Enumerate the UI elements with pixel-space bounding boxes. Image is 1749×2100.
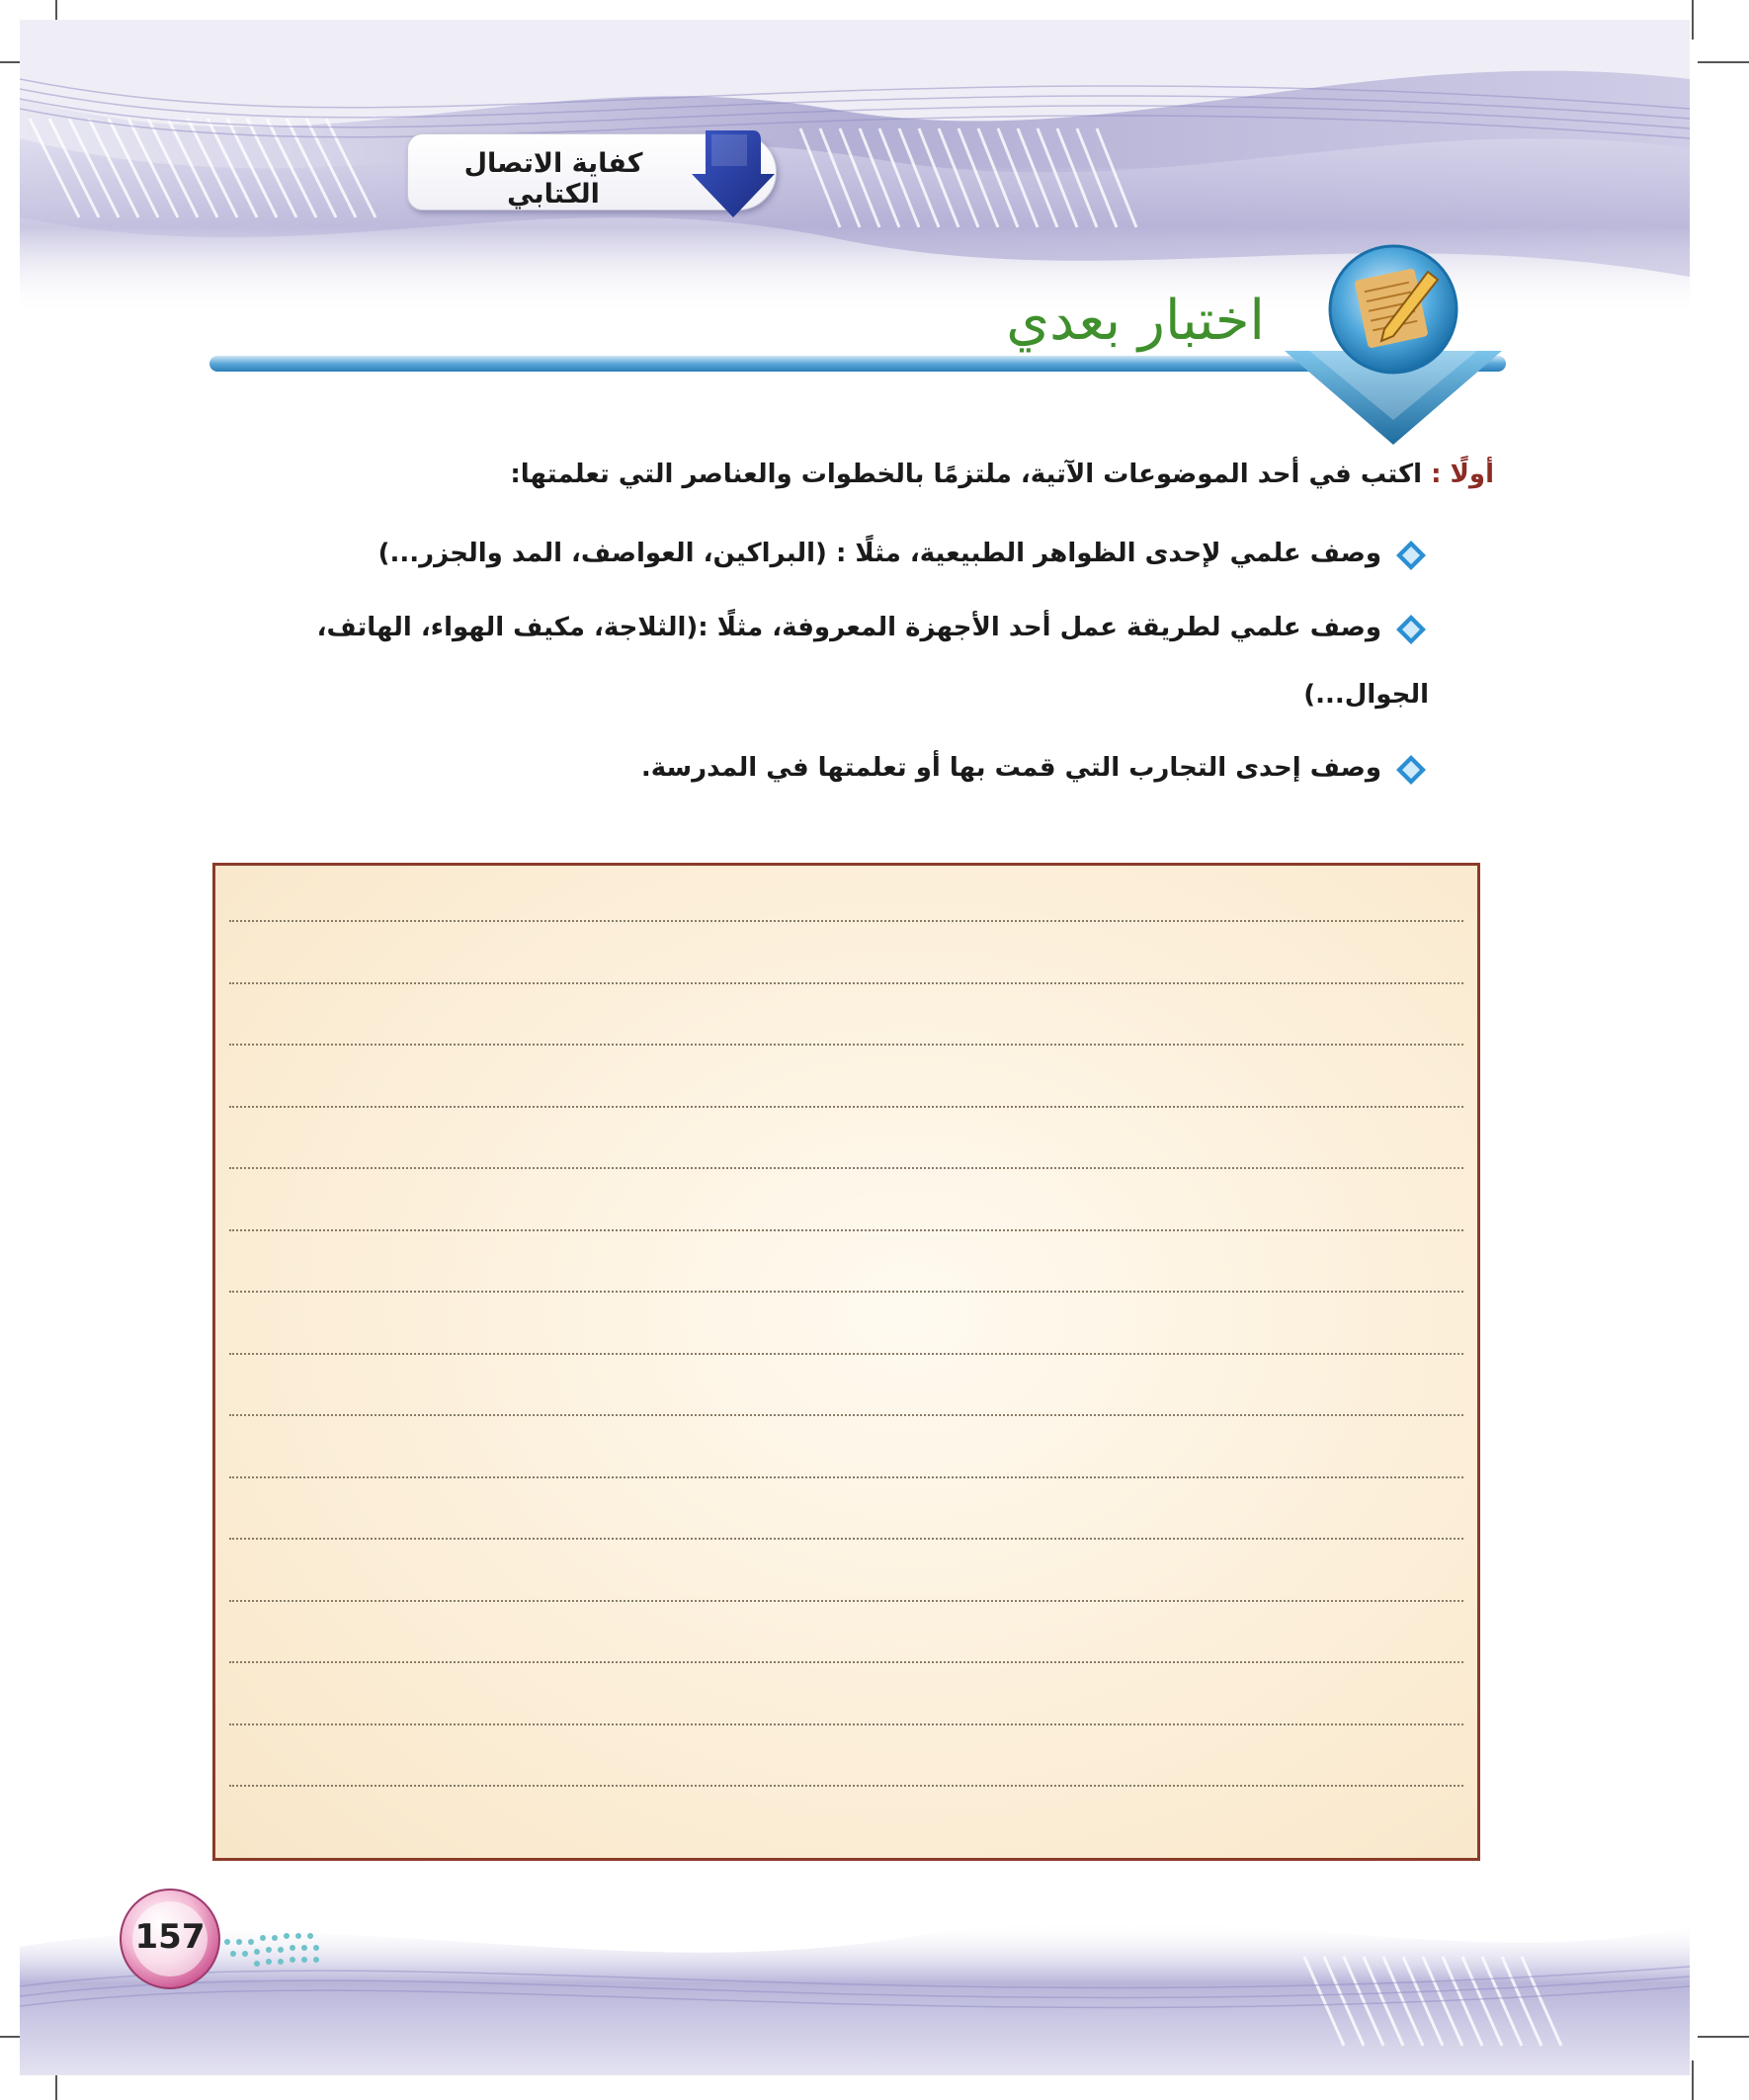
writing-rule-line [229,1106,1463,1108]
topic-item-continuation: الجوال...) [1303,680,1429,710]
writing-rule-line [229,1167,1463,1169]
writing-rule-line [229,1661,1463,1663]
header-tab-label: كفاية الاتصال الكتابي [463,148,643,210]
writing-rule-line [229,1291,1463,1293]
crop-mark [1692,2060,1694,2100]
writing-rule-line [229,1723,1463,1725]
page-number: 157 [134,1917,206,1957]
diamond-bullet-icon [1395,754,1427,786]
crop-mark [1698,61,1749,63]
instruction-text: اكتب في أحد الموضوعات الآتية، ملتزمًا بالخطوات والعناصر التي تعلمتها: [510,460,1423,489]
section-title: اختبار بعدي [1006,289,1265,353]
down-arrow-icon [688,126,777,219]
diamond-bullet-icon [1395,540,1427,571]
crop-mark [1698,2036,1749,2038]
writing-rule-line [229,1353,1463,1355]
crop-mark [1692,0,1694,40]
writing-rule-line [229,1476,1463,1478]
writing-rule-line [229,1785,1463,1787]
writing-rule-line [229,1044,1463,1046]
instruction-line [510,460,1494,489]
pencil-paper-icon [1280,242,1507,450]
writing-rule-line [229,1414,1463,1416]
instruction-lead: أولًا : [1431,460,1494,489]
topic-item: وصف علمي لإحدى الظواهر الطبيعية، مثلًا : (البراكين، العواصف، المد والجزر...) [377,539,1381,568]
writing-area[interactable] [212,863,1480,1861]
topic-item: وصف علمي لطريقة عمل أحد الأجهزة المعروفة، مثلًا :(الثلاجة، مكيف الهواء، الهاتف، [316,613,1381,642]
writing-rule-line [229,1600,1463,1602]
diamond-bullet-icon [1395,614,1427,645]
writing-rule-line [229,920,1463,922]
writing-rule-line [229,1538,1463,1540]
writing-rule-line [229,982,1463,984]
writing-rule-line [229,1229,1463,1231]
topic-item: وصف إحدى التجارب التي قمت بها أو تعلمتها في المدرسة. [640,753,1381,783]
